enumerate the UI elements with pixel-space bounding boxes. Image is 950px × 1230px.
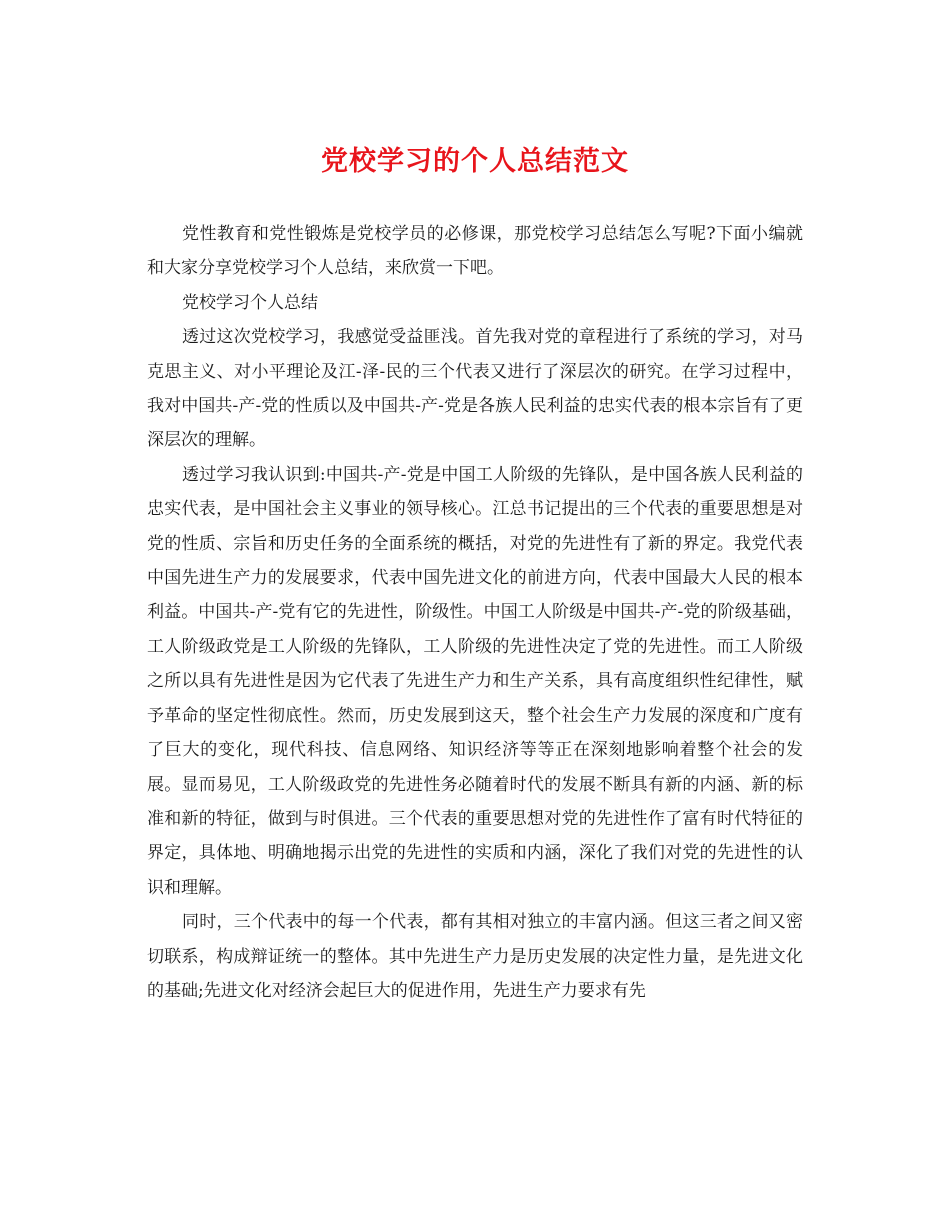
document-title: 党校学习的个人总结范文	[321, 146, 629, 177]
section-heading: 党校学习个人总结	[182, 292, 318, 313]
paragraph-1: 透过这次党校学习，我感觉受益匪浅。首先我对党的章程进行了系统的学习，对马克思主义、对小平理论及江-泽-民的三个代表又进行了深层次的研究。在学习过程中，我对中国共-产-党的性质以及中国共-产-党是各族人民利益的忠实代表的根本宗旨有了更深层次的理解。	[147, 327, 803, 451]
paragraph-intro: 党性教育和党性锻炼是党校学员的必修课，那党校学习总结怎么写呢?下面小编就和大家分享党校学习个人总结，来欣赏一下吧。	[147, 224, 803, 279]
paragraph-2: 透过学习我认识到:中国共-产-党是中国工人阶级的先锋队，是中国各族人民利益的忠实代表，是中国社会主义事业的领导核心。江总书记提出的三个代表的重要思想是对党的性质、宗旨和历史任务的全面系统的概括，对党的先进性有了新的界定。我党代表中国先进生产力的发展要求，代表中国先进文化的前进方向，代表中国最大人民的根本利益。中国共-产-党有它的先进性，阶级性。中国工人阶级是中国共-产-党的阶级基础，工人阶级政党是工人阶级的先锋队，工人阶级的先进性决定了党的先进性。而工人阶级之所以具有先进性是因为它代表了先进生产力和生产关系，具有高度组织性纪律性，赋予革命的坚定性彻底性。然而，历史发展到这天，整个社会生产力发展的深度和广度有了巨大的变化，现代科技、信息网络、知识经济等等正在深刻地影响着整个社会的发展。显而易见，工人阶级政党的先进性务必随着时代的发展不断具有新的内涵、新的标准和新的特征，做到与时俱进。三个代表的重要思想对党的先进性作了富有时代特征的界定，具体地、明确地揭示出党的先进性的实质和内涵，深化了我们对党的先进性的认识和理解。	[147, 464, 803, 898]
document-body	[147, 217, 803, 1008]
paragraph-3: 同时，三个代表中的每一个代表，都有其相对独立的丰富内涵。但这三者之间又密切联系，构成辩证统一的整体。其中先进生产力是历史发展的决定性力量，是先进文化的基础;先进文化对经济会起巨大的促进作用，先进生产力要求有先	[147, 912, 803, 1001]
